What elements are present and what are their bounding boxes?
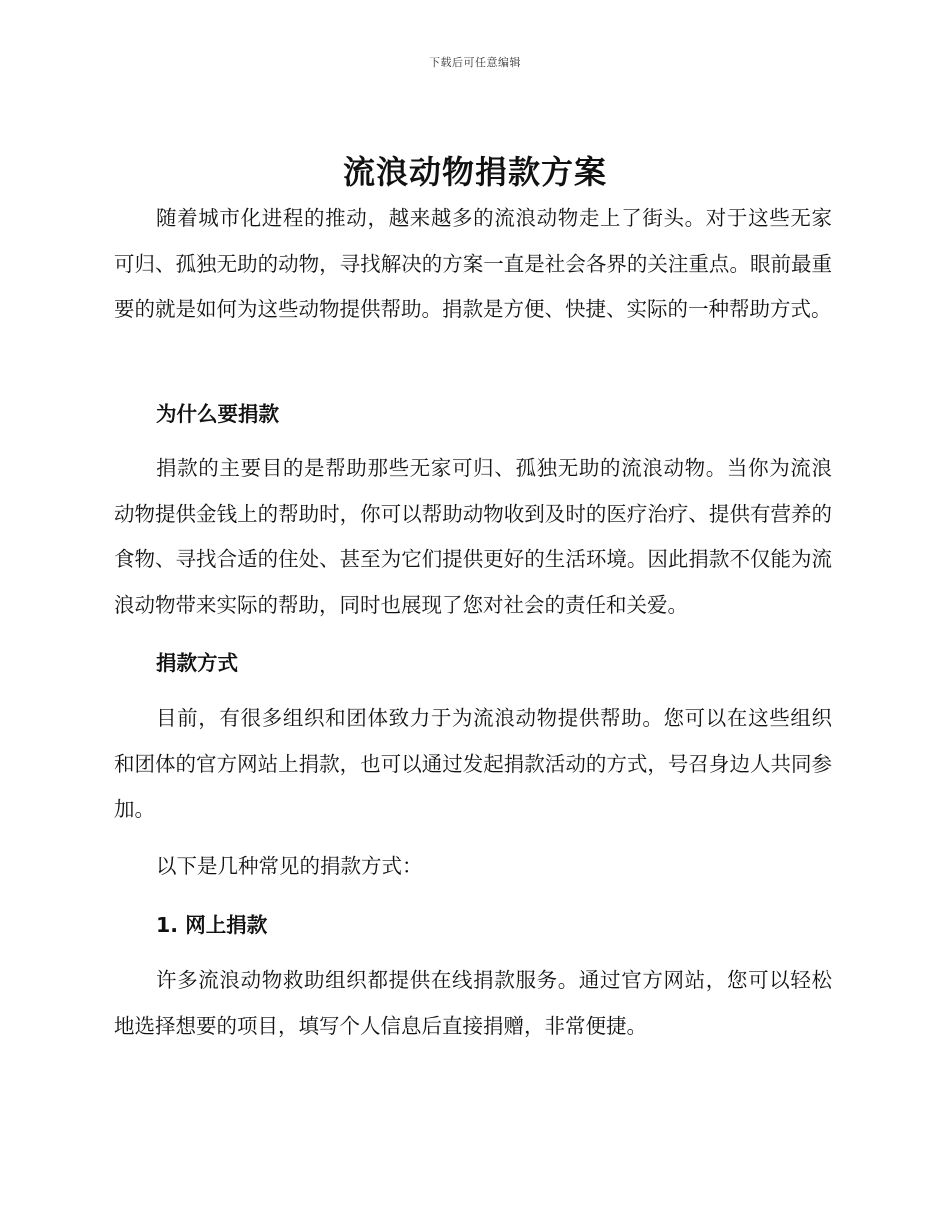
section-methods-paragraph: 目前，有很多组织和团体致力于为流浪动物提供帮助。您可以在这些组织和团体的官方网站上捐款，也可以通过发起捐款活动的方式，号召身边人共同参加。 <box>114 706 832 821</box>
section-heading-online-donation: 1. 网上捐款 <box>156 913 268 937</box>
section-heading-methods: 捐款方式 <box>156 651 238 675</box>
section-why-paragraph: 捐款的主要目的是帮助那些无家可归、孤独无助的流浪动物。当你为流浪动物提供金钱上的帮助时，你可以帮助动物收到及时的医疗治疗、提供有营养的食物、寻找合适的住处、甚至为它们提供更好的生活环境。因此捐款不仅能为流浪动物带来实际的帮助，同时也展现了您对社会的责任和关爱。 <box>114 456 832 617</box>
intro-paragraph: 随着城市化进程的推动，越来越多的流浪动物走上了街头。对于这些无家可归、孤独无助的动物，寻找解决的方案一直是社会各界的关注重点。眼前最重要的就是如何为这些动物提供帮助。捐款是方便、快捷、实际的一种帮助方式。 <box>114 206 832 321</box>
header-note: 下载后可任意编辑 <box>429 56 521 69</box>
methods-list-intro: 以下是几种常见的捐款方式： <box>156 854 423 878</box>
online-donation-paragraph: 许多流浪动物救助组织都提供在线捐款服务。通过官方网站，您可以轻松地选择想要的项目，填写个人信息后直接捐赠，非常便捷。 <box>114 968 832 1038</box>
document-title: 流浪动物捐款方案 <box>342 153 607 191</box>
section-heading-why: 为什么要捐款 <box>156 402 279 426</box>
